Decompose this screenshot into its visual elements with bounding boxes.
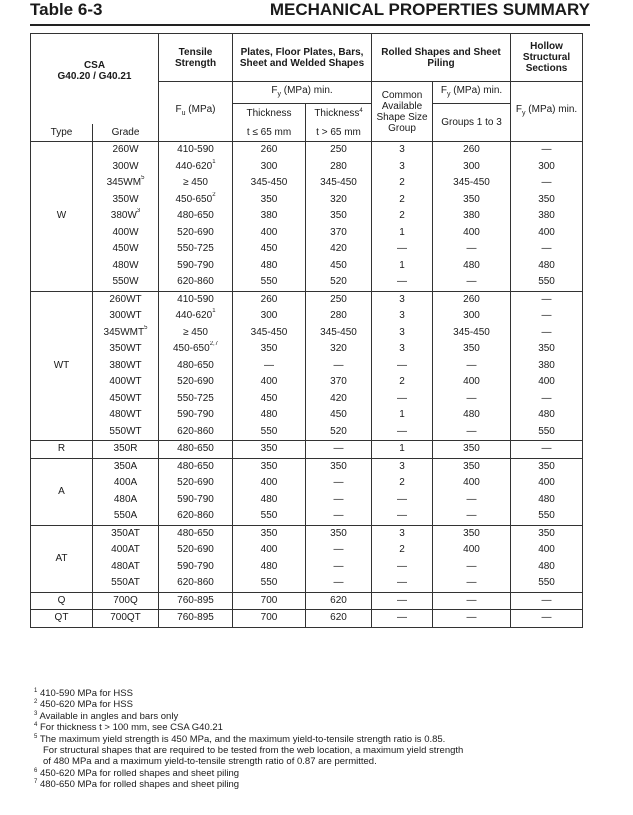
size-group-cell: — bbox=[372, 492, 433, 509]
csa-header bbox=[31, 34, 159, 82]
thickness-gt-cell: 320 bbox=[306, 341, 372, 358]
table-row bbox=[31, 241, 583, 258]
size-group-cell: — bbox=[372, 391, 433, 408]
fy-groups-cell: 300 bbox=[433, 159, 511, 176]
grade-cell: 400W bbox=[93, 225, 159, 242]
thickness-le-cell: 400 bbox=[233, 542, 306, 559]
table-row bbox=[31, 441, 583, 459]
fy-groups-cell: 350 bbox=[433, 341, 511, 358]
fy-groups-cell: — bbox=[433, 241, 511, 258]
grade-cell: 550A bbox=[93, 508, 159, 525]
thickness-le-cell: 480 bbox=[233, 559, 306, 576]
thickness-le-cell: 550 bbox=[233, 508, 306, 525]
footnote: $^6$ 450-620 MPa for rolled shapes and sheet piling bbox=[34, 767, 240, 779]
thickness-gt-cell: — bbox=[306, 559, 372, 576]
fy-groups-cell: 400 bbox=[433, 225, 511, 242]
size-group-cell: 3 bbox=[372, 159, 433, 176]
fy-groups-cell: 380 bbox=[433, 208, 511, 225]
footnote: $^1$ 410-590 MPa for HSS bbox=[34, 688, 133, 699]
grade-cell: 700Q bbox=[93, 592, 159, 610]
fu-cell: ≥ 450 bbox=[159, 175, 233, 192]
fy-groups-cell: — bbox=[433, 391, 511, 408]
grade-cell: 300W bbox=[93, 159, 159, 176]
table-row bbox=[31, 274, 583, 291]
thickness-le-cell: 480 bbox=[233, 492, 306, 509]
fu-cell: 590-790 bbox=[159, 492, 233, 509]
table-row bbox=[31, 142, 583, 159]
hss-fy-cell: 400 bbox=[511, 225, 583, 242]
thickness-gt-cell: 450 bbox=[306, 258, 372, 275]
thickness-le-cell: 550 bbox=[233, 274, 306, 291]
fu-cell: 480-650 bbox=[159, 358, 233, 375]
grade-cell: 550AT bbox=[93, 575, 159, 592]
thickness-gt-cell: 280 bbox=[306, 308, 372, 325]
thickness-le-cell: 350 bbox=[233, 192, 306, 209]
grade-cell: 350R bbox=[93, 441, 159, 459]
fu-cell: 520-690 bbox=[159, 374, 233, 391]
hss-fy-cell: 400 bbox=[511, 542, 583, 559]
table-row bbox=[31, 175, 583, 192]
size-group-cell: 1 bbox=[372, 441, 433, 459]
thickness-gt-cell: 520 bbox=[306, 274, 372, 291]
hss-fy-cell: — bbox=[511, 142, 583, 159]
hss-fy-cell: 350 bbox=[511, 458, 583, 475]
size-group-cell: 3 bbox=[372, 142, 433, 159]
size-group-cell: — bbox=[372, 424, 433, 441]
fy-mpa-header: $F_y$ (MPa) min. bbox=[433, 82, 511, 104]
fu-cell: 590-790 bbox=[159, 559, 233, 576]
thickness-le-cell: 450 bbox=[233, 391, 306, 408]
thickness-le-cell: 350 bbox=[233, 525, 306, 542]
table-row bbox=[31, 592, 583, 610]
csa-label: CSA bbox=[83, 59, 106, 71]
grade-cell: 260W bbox=[93, 142, 159, 159]
thickness-gt-cell: 250 bbox=[306, 142, 372, 159]
fu-cell: 480-650 bbox=[159, 441, 233, 459]
type-cell: QT bbox=[31, 610, 93, 628]
thickness-le-cell: 550 bbox=[233, 424, 306, 441]
size-group-cell: — bbox=[372, 575, 433, 592]
footnote: $^7$ 480-650 MPa for rolled shapes and sheet piling bbox=[34, 779, 240, 791]
table-row bbox=[31, 610, 583, 628]
grade-cell: $380W^3$ bbox=[93, 208, 159, 225]
fy-groups-cell: 300 bbox=[433, 308, 511, 325]
thickness-le-cell: 480 bbox=[233, 407, 306, 424]
size-group-cell: 3 bbox=[372, 325, 433, 342]
grade-cell: 350W bbox=[93, 192, 159, 209]
mechanical-properties-table bbox=[30, 33, 583, 628]
header-rule bbox=[30, 24, 590, 26]
size-group-cell: — bbox=[372, 508, 433, 525]
thickness-gt-cell: 370 bbox=[306, 374, 372, 391]
grade-cell: 380WT bbox=[93, 358, 159, 375]
grade-cell: 700QT bbox=[93, 610, 159, 628]
size-group-cell: 3 bbox=[372, 458, 433, 475]
fu-cell: 410-590 bbox=[159, 291, 233, 308]
hss-fy-cell: 550 bbox=[511, 274, 583, 291]
thickness-le-value: t ≤ 65 mm bbox=[233, 124, 306, 142]
thickness-gt-cell: — bbox=[306, 358, 372, 375]
footnote: of 480 MPa and a maximum yield-to-tensile strength ratio of 0.87 are permitted. bbox=[43, 756, 377, 768]
hss-fy-cell: 350 bbox=[511, 525, 583, 542]
hss-fy-cell: 350 bbox=[511, 341, 583, 358]
hss-fy-cell: 550 bbox=[511, 424, 583, 441]
fy-groups-cell: — bbox=[433, 358, 511, 375]
fu-cell: 520-690 bbox=[159, 542, 233, 559]
fu-cell: 480-650 bbox=[159, 458, 233, 475]
hss-fy-cell: — bbox=[511, 391, 583, 408]
fy-groups-cell: — bbox=[433, 575, 511, 592]
size-group-cell: — bbox=[372, 592, 433, 610]
fu-cell: 480-650 bbox=[159, 525, 233, 542]
table-row bbox=[31, 291, 583, 308]
thickness-le-cell: 345-450 bbox=[233, 325, 306, 342]
thickness-le-cell: 450 bbox=[233, 241, 306, 258]
size-group-cell: 2 bbox=[372, 208, 433, 225]
hss-fy-cell: — bbox=[511, 241, 583, 258]
grade-cell: 450W bbox=[93, 241, 159, 258]
thickness-gt-cell: — bbox=[306, 441, 372, 459]
hss-fy-cell: — bbox=[511, 291, 583, 308]
hss-fy-cell: 480 bbox=[511, 559, 583, 576]
thickness-le-cell: 260 bbox=[233, 291, 306, 308]
table-row bbox=[31, 492, 583, 509]
fy-groups-cell: — bbox=[433, 610, 511, 628]
size-group-cell: 2 bbox=[372, 175, 433, 192]
fu-cell: 590-790 bbox=[159, 407, 233, 424]
table-row bbox=[31, 308, 583, 325]
fu-cell: 520-690 bbox=[159, 225, 233, 242]
size-group-cell: — bbox=[372, 358, 433, 375]
footnote: $^3$ Available in angles and bars only bbox=[34, 710, 179, 722]
fy-min-header: $F_y$ (MPa) min. bbox=[233, 82, 372, 104]
thickness-le-cell: 350 bbox=[233, 458, 306, 475]
table-row bbox=[31, 258, 583, 275]
thickness-gt-cell: 450 bbox=[306, 407, 372, 424]
fy-groups-cell: — bbox=[433, 274, 511, 291]
thickness-gt-cell: 620 bbox=[306, 592, 372, 610]
thickness-le-cell: 400 bbox=[233, 374, 306, 391]
fu-cell: 550-725 bbox=[159, 391, 233, 408]
groups-header: Groups 1 to 3 bbox=[433, 104, 511, 142]
hss-fy-cell: 400 bbox=[511, 374, 583, 391]
fy-groups-cell: 400 bbox=[433, 475, 511, 492]
size-group-cell: 2 bbox=[372, 542, 433, 559]
fy-groups-cell: — bbox=[433, 492, 511, 509]
thickness-gt-label: Thickness$^4$ bbox=[306, 104, 372, 124]
thickness-le-cell: 380 bbox=[233, 208, 306, 225]
fy-groups-cell: 480 bbox=[433, 258, 511, 275]
hss-fy-cell: 380 bbox=[511, 208, 583, 225]
table-row bbox=[31, 325, 583, 342]
thickness-gt-cell: — bbox=[306, 542, 372, 559]
size-group-cell: 3 bbox=[372, 291, 433, 308]
thickness-gt-value: t > 65 mm bbox=[306, 124, 372, 142]
fy-groups-cell: 345-450 bbox=[433, 325, 511, 342]
table-body bbox=[31, 142, 583, 628]
fu-cell: $440-620^1$ bbox=[159, 159, 233, 176]
csa-standard: G40.20 / G40.21 bbox=[57, 70, 132, 82]
thickness-gt-cell: — bbox=[306, 575, 372, 592]
fu-cell: $440-620^1$ bbox=[159, 308, 233, 325]
plates-header: Plates, Floor Plates, Bars, Sheet and Welded Shapes bbox=[233, 34, 372, 82]
hss-fy-cell: — bbox=[511, 592, 583, 610]
page-header bbox=[30, 0, 590, 22]
table-row bbox=[31, 559, 583, 576]
grade-cell: 400WT bbox=[93, 374, 159, 391]
table-row bbox=[31, 225, 583, 242]
fu-cell: 620-860 bbox=[159, 274, 233, 291]
thickness-le-cell: 300 bbox=[233, 159, 306, 176]
hss-fy-cell: 550 bbox=[511, 508, 583, 525]
footnote: For structural shapes that are required to be tested from the web location, a maximum yield strength bbox=[43, 745, 464, 757]
type-cell: W bbox=[31, 142, 93, 292]
thickness-le-cell: 260 bbox=[233, 142, 306, 159]
size-group-cell: 1 bbox=[372, 407, 433, 424]
thickness-le-cell: 400 bbox=[233, 475, 306, 492]
fu-cell: 620-860 bbox=[159, 424, 233, 441]
size-group-cell: — bbox=[372, 559, 433, 576]
grade-cell: 480AT bbox=[93, 559, 159, 576]
thickness-le-cell: 550 bbox=[233, 575, 306, 592]
fy-groups-cell: — bbox=[433, 592, 511, 610]
table-row bbox=[31, 542, 583, 559]
size-group-cell: 1 bbox=[372, 225, 433, 242]
thickness-gt-cell: 520 bbox=[306, 424, 372, 441]
fy-groups-cell: 350 bbox=[433, 192, 511, 209]
tensile-header: Tensile Strength bbox=[159, 34, 233, 82]
grade-cell: 480W bbox=[93, 258, 159, 275]
fy-groups-cell: 350 bbox=[433, 458, 511, 475]
table-row bbox=[31, 358, 583, 375]
hss-fy-cell: 480 bbox=[511, 492, 583, 509]
table-row bbox=[31, 424, 583, 441]
table-row bbox=[31, 525, 583, 542]
size-group-cell: 2 bbox=[372, 192, 433, 209]
fy-groups-cell: 400 bbox=[433, 374, 511, 391]
thickness-le-cell: 700 bbox=[233, 610, 306, 628]
thickness-gt-cell: 350 bbox=[306, 525, 372, 542]
fy-groups-cell: — bbox=[433, 559, 511, 576]
type-cell: R bbox=[31, 441, 93, 459]
size-group-cell: — bbox=[372, 274, 433, 291]
grade-cell: 450WT bbox=[93, 391, 159, 408]
fu-cell: 450-650$^{2,7}$ bbox=[159, 341, 233, 358]
size-group-cell: 2 bbox=[372, 475, 433, 492]
table-title: MECHANICAL PROPERTIES SUMMARY bbox=[269, 0, 590, 19]
fy-groups-cell: 260 bbox=[433, 291, 511, 308]
table-row bbox=[31, 374, 583, 391]
grade-cell: 300WT bbox=[93, 308, 159, 325]
type-cell: A bbox=[31, 458, 93, 525]
grade-header: Grade bbox=[93, 124, 159, 142]
thickness-gt-cell: 345-450 bbox=[306, 325, 372, 342]
fu-cell: 480-650 bbox=[159, 208, 233, 225]
table-row bbox=[31, 575, 583, 592]
size-group-cell: 2 bbox=[372, 374, 433, 391]
fy-groups-cell: 350 bbox=[433, 441, 511, 459]
thickness-gt-cell: 620 bbox=[306, 610, 372, 628]
size-group-cell: 3 bbox=[372, 525, 433, 542]
grade-cell: 350WT bbox=[93, 341, 159, 358]
thickness-gt-cell: — bbox=[306, 475, 372, 492]
type-header: Type bbox=[31, 124, 93, 142]
thickness-le-cell: 345-450 bbox=[233, 175, 306, 192]
footnotes bbox=[34, 688, 594, 791]
footnote: $^5$ The maximum yield strength is 450 MPa, and the maximum yield-to-tensile strength ratio is 0.85. bbox=[34, 733, 446, 745]
table-row bbox=[31, 159, 583, 176]
hss-fy-cell: 380 bbox=[511, 358, 583, 375]
fu-cell: 410-590 bbox=[159, 142, 233, 159]
thickness-gt-cell: 320 bbox=[306, 192, 372, 209]
thickness-gt-cell: — bbox=[306, 508, 372, 525]
type-grade-spacer bbox=[31, 82, 159, 124]
hss-fy-cell: — bbox=[511, 175, 583, 192]
fu-cell: ≥ 450 bbox=[159, 325, 233, 342]
table-row bbox=[31, 341, 583, 358]
hss-fy-cell: 400 bbox=[511, 475, 583, 492]
table-row bbox=[31, 208, 583, 225]
fu-cell: 550-725 bbox=[159, 241, 233, 258]
type-cell: WT bbox=[31, 291, 93, 441]
thickness-le-cell: 480 bbox=[233, 258, 306, 275]
thickness-gt-cell: 420 bbox=[306, 241, 372, 258]
thickness-gt-cell: 345-450 bbox=[306, 175, 372, 192]
hss-fy-cell: 480 bbox=[511, 258, 583, 275]
thickness-le-cell: — bbox=[233, 358, 306, 375]
table-number: Table 6-3 bbox=[30, 0, 103, 19]
hss-fy-cell: — bbox=[511, 441, 583, 459]
thickness-le-cell: 350 bbox=[233, 441, 306, 459]
table-row bbox=[31, 475, 583, 492]
hss-fy-cell: 300 bbox=[511, 159, 583, 176]
hss-fy-cell: 550 bbox=[511, 575, 583, 592]
fy-groups-cell: 400 bbox=[433, 542, 511, 559]
size-group-cell: 1 bbox=[372, 258, 433, 275]
thickness-gt-cell: 350 bbox=[306, 208, 372, 225]
size-group-cell: — bbox=[372, 610, 433, 628]
type-cell: AT bbox=[31, 525, 93, 592]
thickness-gt-cell: — bbox=[306, 492, 372, 509]
thickness-gt-cell: 370 bbox=[306, 225, 372, 242]
fy-groups-cell: 480 bbox=[433, 407, 511, 424]
type-cell: Q bbox=[31, 592, 93, 610]
fy-groups-cell: — bbox=[433, 508, 511, 525]
fu-cell: 590-790 bbox=[159, 258, 233, 275]
thickness-le-cell: 350 bbox=[233, 341, 306, 358]
grade-cell: 400A bbox=[93, 475, 159, 492]
hollow-header: Hollow Structural Sections bbox=[511, 34, 583, 82]
grade-cell: 480WT bbox=[93, 407, 159, 424]
grade-cell: 350A bbox=[93, 458, 159, 475]
fu-cell: 620-860 bbox=[159, 575, 233, 592]
thickness-gt-cell: 250 bbox=[306, 291, 372, 308]
table-row bbox=[31, 407, 583, 424]
fu-cell: 760-895 bbox=[159, 592, 233, 610]
size-group-cell: 3 bbox=[372, 308, 433, 325]
grade-cell: 260WT bbox=[93, 291, 159, 308]
fu-cell: 760-895 bbox=[159, 610, 233, 628]
thickness-le-cell: 400 bbox=[233, 225, 306, 242]
thickness-le-cell: 300 bbox=[233, 308, 306, 325]
size-group-cell: 3 bbox=[372, 341, 433, 358]
hss-fy-cell: — bbox=[511, 308, 583, 325]
grade-cell: 350AT bbox=[93, 525, 159, 542]
grade-cell: 345WMT$^5$ bbox=[93, 325, 159, 342]
thickness-le-label: Thickness bbox=[233, 104, 306, 124]
thickness-gt-cell: 280 bbox=[306, 159, 372, 176]
fy-groups-cell: 350 bbox=[433, 525, 511, 542]
table-row bbox=[31, 391, 583, 408]
grade-cell: 550W bbox=[93, 274, 159, 291]
thickness-gt-cell: 420 bbox=[306, 391, 372, 408]
grade-cell: 480A bbox=[93, 492, 159, 509]
fy-groups-cell: 345-450 bbox=[433, 175, 511, 192]
thickness-gt-cell: 350 bbox=[306, 458, 372, 475]
fy-groups-cell: 260 bbox=[433, 142, 511, 159]
hss-fy-cell: — bbox=[511, 610, 583, 628]
grade-cell: 550WT bbox=[93, 424, 159, 441]
thickness-le-cell: 700 bbox=[233, 592, 306, 610]
fu-cell: 620-860 bbox=[159, 508, 233, 525]
footnote: $^2$ 450-620 MPa for HSS bbox=[34, 699, 133, 711]
fy-groups-cell: — bbox=[433, 424, 511, 441]
footnote: $^4$ For thickness t > 100 mm, see CSA G40.21 bbox=[34, 722, 223, 734]
table-row bbox=[31, 458, 583, 475]
fu-cell: $450-650^2$ bbox=[159, 192, 233, 209]
table-row bbox=[31, 192, 583, 209]
hss-fy-cell: 350 bbox=[511, 192, 583, 209]
fu-cell: 520-690 bbox=[159, 475, 233, 492]
hss-fy-header: $F_y$ (MPa) min. bbox=[511, 82, 583, 142]
grade-cell: $345WM^5$ bbox=[93, 175, 159, 192]
hss-fy-cell: — bbox=[511, 325, 583, 342]
table-row bbox=[31, 508, 583, 525]
size-group-cell: — bbox=[372, 241, 433, 258]
rolled-header: Rolled Shapes and Sheet Piling bbox=[372, 34, 511, 82]
common-size-group-header: Common Available Shape Size Group bbox=[372, 82, 433, 142]
hss-fy-cell: 480 bbox=[511, 407, 583, 424]
fu-header: $F_u$ (MPa) bbox=[159, 82, 233, 142]
grade-cell: 400AT bbox=[93, 542, 159, 559]
